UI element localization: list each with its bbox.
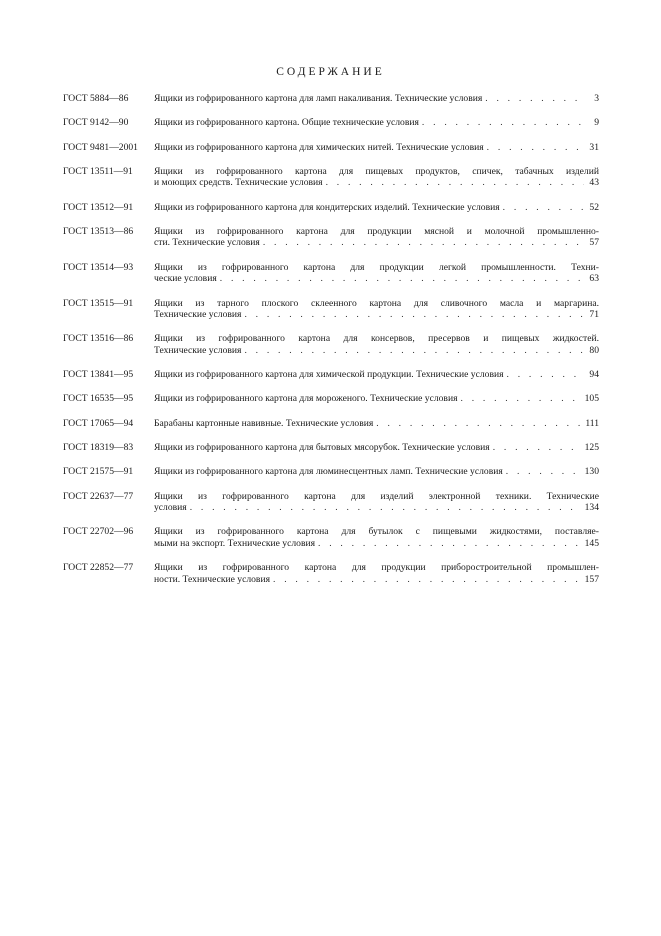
toc-entry xyxy=(63,526,599,549)
entry-last-line xyxy=(154,502,599,514)
entry-last-line xyxy=(154,345,599,357)
entry-title-line: Ящики из гофрированного картона для кондитерских изделий. Технические условия xyxy=(154,201,500,213)
entry-title-line: Ящики из гофрированного картона для ламп накаливания. Технические условия xyxy=(154,93,483,104)
page-number: 9 xyxy=(594,117,599,129)
entry-description xyxy=(154,166,599,189)
entry-description xyxy=(154,142,599,154)
entry-description xyxy=(154,369,599,381)
entry-last-line xyxy=(154,309,599,321)
entry-description xyxy=(154,333,599,356)
dot-leader xyxy=(220,273,584,285)
entry-description xyxy=(154,226,599,249)
entry-last-line xyxy=(154,202,599,214)
standard-code: ГОСТ 13514—93 xyxy=(63,261,134,273)
toc-entry xyxy=(63,418,599,430)
entry-title-line: ности. Технические условия xyxy=(154,573,270,585)
entry-title-line: Ящики из гофрированного картона для консервов, пресервов и пищевых жидкостей. xyxy=(154,333,599,345)
dot-leader xyxy=(507,369,584,381)
entry-title-line: Ящики из гофрированного картона для химической продукции. Технические условия xyxy=(154,369,504,381)
entry-description xyxy=(154,466,599,478)
entry-title-line: Ящики из гофрированного картона для изделий электронной техники. Технические xyxy=(154,490,599,502)
toc-entry xyxy=(63,491,599,514)
entry-last-line xyxy=(154,538,599,550)
toc-entry xyxy=(63,142,599,154)
entry-description xyxy=(154,298,599,321)
dot-leader xyxy=(461,393,582,405)
standard-code: ГОСТ 18319—83 xyxy=(63,442,134,454)
table-of-contents xyxy=(63,93,599,598)
entry-last-line xyxy=(154,117,599,129)
toc-entry xyxy=(63,393,599,405)
entry-description xyxy=(154,418,599,430)
page-number: 52 xyxy=(589,201,599,213)
entry-title-line: ческие условия xyxy=(154,273,217,285)
standard-code: ГОСТ 13515—91 xyxy=(63,297,134,309)
dot-leader xyxy=(273,574,582,586)
standard-code: ГОСТ 17065—94 xyxy=(63,417,134,429)
dot-leader xyxy=(318,538,582,550)
page-title: СОДЕРЖАНИЕ xyxy=(276,66,385,78)
dot-leader xyxy=(487,142,584,154)
entry-title-line: Технические условия xyxy=(154,344,242,356)
entry-title-line: условия xyxy=(154,502,187,514)
entry-last-line xyxy=(154,369,599,381)
entry-description xyxy=(154,117,599,129)
toc-entry xyxy=(63,562,599,585)
entry-last-line xyxy=(154,177,599,189)
page-number: 134 xyxy=(584,502,599,514)
entry-last-line xyxy=(154,237,599,249)
entry-last-line xyxy=(154,142,599,154)
entry-title-line: сти. Технические условия xyxy=(154,237,260,249)
toc-entry xyxy=(63,369,599,381)
standard-code: ГОСТ 13512—91 xyxy=(63,201,134,213)
standard-code: ГОСТ 9481—2001 xyxy=(63,141,138,153)
page-number: 111 xyxy=(585,417,599,429)
standard-code: ГОСТ 5884—86 xyxy=(63,93,129,104)
dot-leader xyxy=(244,309,584,321)
standard-code: ГОСТ 13513—86 xyxy=(63,225,134,237)
toc-entry xyxy=(63,333,599,356)
page-number: 130 xyxy=(584,466,599,478)
page-number: 43 xyxy=(589,177,599,189)
entry-title-line: Технические условия xyxy=(154,309,242,321)
entry-last-line xyxy=(154,442,599,454)
entry-description xyxy=(154,202,599,214)
page-number: 57 xyxy=(589,237,599,249)
dot-leader xyxy=(244,345,584,357)
dot-leader xyxy=(326,177,584,189)
page-number: 71 xyxy=(589,309,599,321)
entry-title-line: Ящики из гофрированного картона для продукции мясной и молочной промышленно- xyxy=(154,225,599,237)
toc-entry xyxy=(63,93,599,105)
entry-title-line: Ящики из тарного плоского склеенного картона для сливочного масла и маргарина. xyxy=(154,297,599,309)
entry-last-line xyxy=(154,418,599,430)
dot-leader xyxy=(503,202,584,214)
toc-entry xyxy=(63,117,599,129)
toc-entry xyxy=(63,202,599,214)
entry-description xyxy=(154,262,599,285)
entry-title-line: Ящики из гофрированного картона для бытовых мясорубок. Технические условия xyxy=(154,442,490,454)
standard-code: ГОСТ 13516—86 xyxy=(63,333,134,345)
standard-code: ГОСТ 13511—91 xyxy=(63,165,133,177)
dot-leader xyxy=(422,117,584,129)
toc-entry xyxy=(63,166,599,189)
standard-code: ГОСТ 21575—91 xyxy=(63,466,134,478)
entry-description xyxy=(154,526,599,549)
dot-leader xyxy=(263,237,584,249)
entry-title-line: и моющих средств. Технические условия xyxy=(154,177,323,189)
standard-code: ГОСТ 13841—95 xyxy=(63,369,134,381)
entry-last-line xyxy=(154,466,599,478)
entry-description xyxy=(154,93,599,105)
standard-code: ГОСТ 9142—90 xyxy=(63,117,129,129)
dot-leader xyxy=(376,418,582,430)
entry-last-line xyxy=(154,273,599,285)
dot-leader xyxy=(190,502,582,514)
entry-last-line xyxy=(154,574,599,586)
standard-code: ГОСТ 22702—96 xyxy=(63,526,134,538)
toc-entry xyxy=(63,298,599,321)
entry-title-line: Барабаны картонные навивные. Технические условия xyxy=(154,417,374,429)
entry-description xyxy=(154,442,599,454)
entry-title-line: Ящики из гофрированного картона. Общие технические условия xyxy=(154,117,419,129)
entry-last-line xyxy=(154,393,599,405)
entry-title-line: Ящики из гофрированного картона для продукции легкой промышленности. Техни- xyxy=(154,261,599,273)
toc-entry xyxy=(63,466,599,478)
page-number: 31 xyxy=(589,141,599,153)
page-number: 105 xyxy=(584,393,599,405)
dot-leader xyxy=(506,466,582,478)
entry-description xyxy=(154,562,599,585)
entry-description xyxy=(154,393,599,405)
standard-code: ГОСТ 16535—95 xyxy=(63,393,134,405)
entry-description xyxy=(154,491,599,514)
entry-title-line: Ящики из гофрированного картона для продукции приборостроительной промышлен- xyxy=(154,562,599,574)
entry-title-line: Ящики из гофрированного картона для люминесцентных ламп. Технические условия xyxy=(154,466,503,478)
page-number: 80 xyxy=(589,344,599,356)
page-number: 157 xyxy=(584,573,599,585)
entry-title-line: Ящики из гофрированного картона для бутылок с пищевыми жидкостями, поставляе- xyxy=(154,526,599,538)
page-number: 94 xyxy=(589,369,599,381)
page-number: 3 xyxy=(594,93,599,104)
entry-title-line: Ящики из гофрированного картона для мороженого. Технические условия xyxy=(154,393,458,405)
dot-leader xyxy=(485,93,584,105)
standard-code: ГОСТ 22637—77 xyxy=(63,490,134,502)
entry-last-line xyxy=(154,93,599,105)
dot-leader xyxy=(493,442,582,454)
page-number: 145 xyxy=(584,537,599,549)
entry-title-line: Ящики из гофрированного картона для пищевых продуктов, спичек, табачных изделий xyxy=(154,165,599,177)
page-number: 125 xyxy=(584,442,599,454)
entry-title-line: Ящики из гофрированного картона для химических нитей. Технические условия xyxy=(154,141,484,153)
toc-entry xyxy=(63,442,599,454)
entry-title-line: мыми на экспорт. Технические условия xyxy=(154,537,316,549)
toc-entry xyxy=(63,226,599,249)
page-number: 63 xyxy=(589,273,599,285)
standard-code: ГОСТ 22852—77 xyxy=(63,562,134,574)
toc-entry xyxy=(63,262,599,285)
